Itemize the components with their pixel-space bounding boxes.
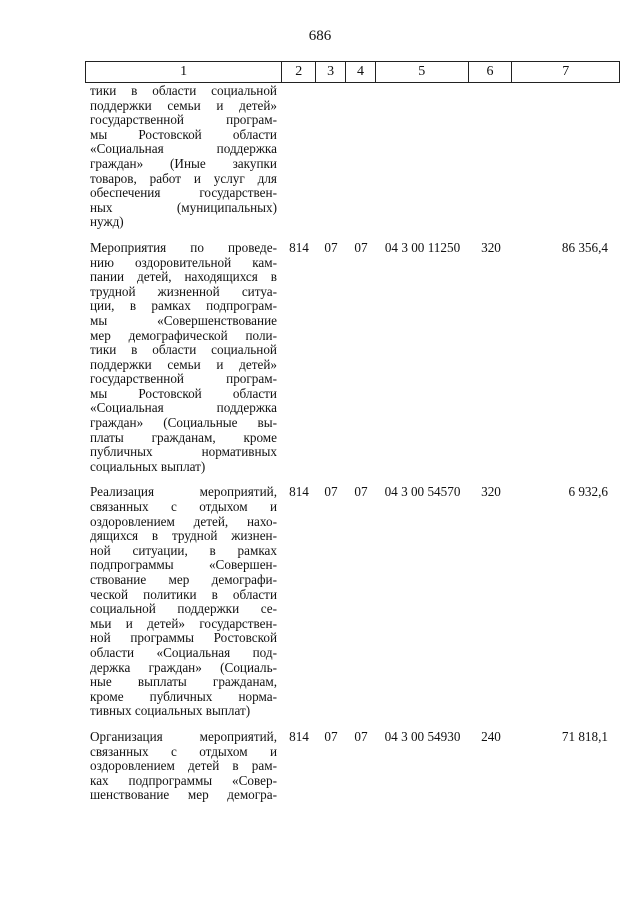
section-code: 07 (324, 239, 338, 255)
description-line: держка граждан» (Социаль- (90, 659, 277, 675)
description-line: оздоровлением детей, нахо- (90, 513, 277, 529)
description-line: пании детей, находящихся в (90, 269, 277, 285)
description-line: граждан» (Иные закупки (90, 155, 277, 171)
description-line: государственной програм- (90, 112, 277, 128)
column-number-1: 1 (86, 62, 282, 82)
description-line: ных (муниципальных) (90, 199, 277, 215)
subsection-code: 07 (354, 239, 368, 255)
description-line: мер демографической поли- (90, 327, 277, 343)
column-number-4: 4 (346, 62, 376, 82)
description-line: области «Социальная под- (90, 644, 277, 660)
description-line: ках подпрограммы «Совер- (90, 772, 277, 788)
amount-value: 71 818,1 (561, 728, 608, 744)
amount-value: 6 932,6 (568, 484, 608, 500)
description-line: ствование мер демографи- (90, 572, 277, 587)
column-number-6: 6 (469, 62, 513, 82)
description-line: ции, в рамках подпрограм- (90, 298, 277, 314)
description-line: граждан» (Социальные вы- (90, 415, 277, 431)
description-line: Организация мероприятий, (90, 728, 277, 744)
description-line: ческой политики в области (90, 586, 277, 602)
description-line: «Социальная поддержка (90, 141, 277, 157)
description-line: Мероприятия по проведе- (90, 239, 277, 255)
column-number-3: 3 (316, 62, 346, 82)
section-code: 07 (324, 728, 338, 744)
column-number-2: 2 (282, 62, 316, 82)
subsection-code (346, 84, 376, 230)
description-line: Реализация мероприятий, (90, 484, 277, 500)
description-line: мы «Совершенствование (90, 312, 277, 328)
description-line: дящихся в трудной жизнен- (90, 528, 277, 544)
subsection-code: 07 (354, 484, 368, 500)
amount-value: 86 356,4 (561, 239, 608, 255)
row-description (85, 84, 282, 230)
description-line: нужд) (90, 214, 124, 230)
description-line: шенствование мер демогра- (90, 787, 277, 803)
column-number-5: 5 (376, 62, 469, 82)
description-line: поддержки семьи и детей» (90, 356, 277, 372)
description-line: тики в области социальной (90, 342, 277, 358)
description-line: трудной жизненной ситуа- (90, 283, 277, 299)
page-number: 686 (308, 28, 332, 44)
description-line: подпрограммы «Совершен- (90, 557, 277, 573)
ministry-code: 814 (289, 728, 309, 744)
expense-type-code: 320 (481, 484, 501, 500)
table-row (85, 241, 620, 475)
expense-type-code: 320 (481, 239, 501, 255)
description-line: мьи и детей» государствен- (90, 615, 277, 631)
subsection-code: 07 (354, 728, 368, 744)
description-line: публичных нормативных (90, 444, 277, 460)
description-line: товаров, работ и услуг для (90, 170, 277, 186)
description-line: ные выплаты гражданам, (90, 674, 277, 690)
expense-type-code (469, 84, 513, 230)
budget-table-body (85, 84, 620, 803)
description-line: связанных с отдыхом и (90, 499, 277, 515)
description-line: мы Ростовской области (90, 385, 277, 401)
ministry-code (282, 84, 316, 230)
ministry-code: 814 (289, 239, 309, 255)
description-line: мы Ростовской области (90, 126, 277, 142)
column-number-7: 7 (562, 64, 570, 79)
row-description (85, 485, 282, 719)
ministry-code: 814 (289, 484, 309, 500)
table-row (85, 84, 620, 230)
target-article-code: 04 3 00 54930 (384, 728, 461, 744)
description-line: связанных с отдыхом и (90, 743, 277, 759)
description-line: тивных социальных выплат) (90, 703, 251, 719)
description-line: социальной поддержки се- (90, 601, 277, 617)
description-line: поддержки семьи и детей» (90, 97, 277, 113)
row-description (85, 730, 282, 803)
description-line: оздоровлением детей в рам- (90, 758, 277, 774)
target-article-code: 04 3 00 54570 (384, 484, 461, 500)
section-code (316, 84, 346, 230)
section-code: 07 (324, 484, 338, 500)
description-line: нию оздоровительной кам- (90, 254, 277, 270)
amount-value (513, 84, 620, 230)
description-line: социальных выплат) (90, 458, 206, 474)
expense-type-code: 240 (481, 728, 501, 744)
description-line: обеспечения государствен- (90, 185, 277, 201)
description-line: кроме публичных норма- (90, 688, 277, 704)
description-line: тики в области социальной (90, 83, 277, 98)
target-article-code: 04 3 00 11250 (384, 239, 461, 255)
row-description (85, 241, 282, 475)
description-line: «Социальная поддержка (90, 400, 277, 416)
target-article-code (376, 84, 469, 230)
description-line: ной ситуации, в рамках (90, 542, 277, 558)
table-row (85, 730, 620, 803)
description-line: государственной програм- (90, 371, 277, 387)
table-row (85, 485, 620, 719)
description-line: платы гражданам, кроме (90, 429, 277, 445)
description-line: ной программы Ростовской (90, 630, 277, 646)
table-header-row (85, 61, 620, 83)
